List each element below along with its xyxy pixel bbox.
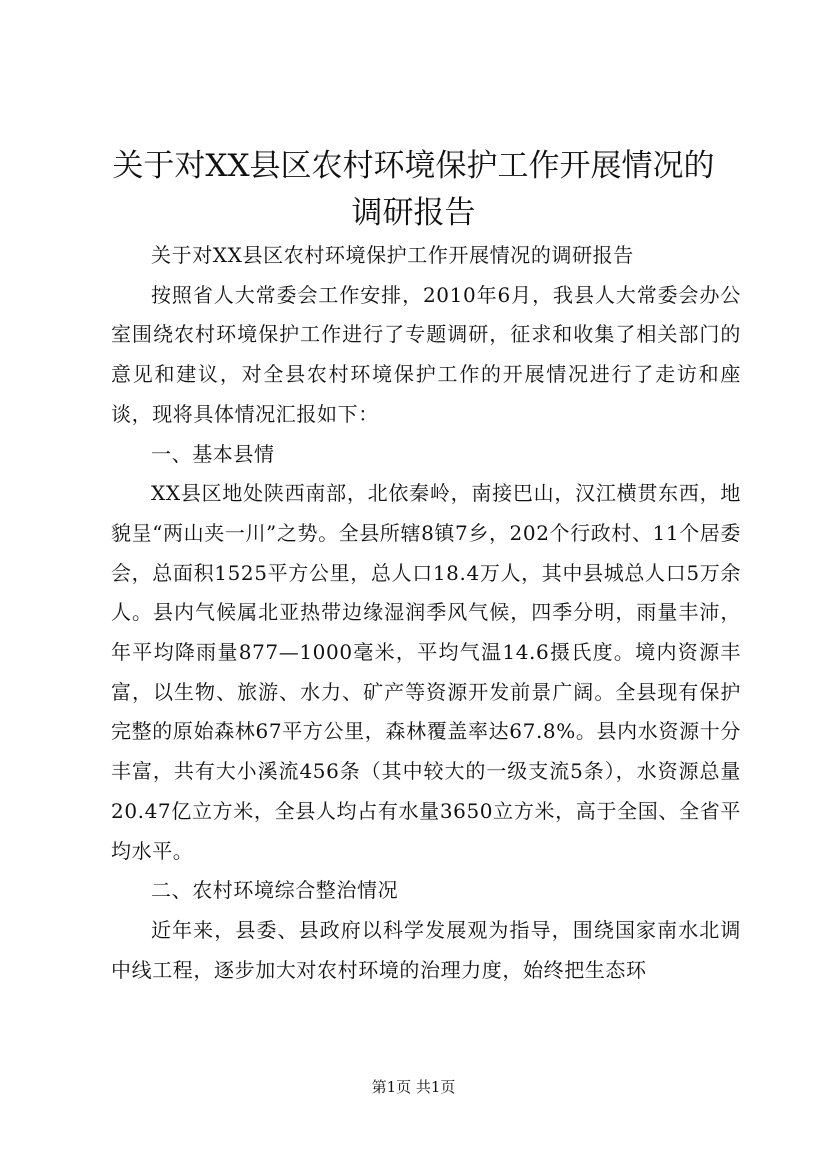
document-title-line-2: 调研报告 <box>351 195 476 231</box>
subtitle-paragraph: 关于对XX县区农村环境保护工作开展情况的调研报告 <box>151 243 634 267</box>
section-heading-rural: 二、农村环境综合整治情况 <box>151 878 399 903</box>
intro-paragraph: 按照省人大常委会工作安排，2010年6月，我县人大常委会办公室围绕农村环境保护工作进行了专题调研，征求和收集了相关部门的意见和建议，对全县农村环境保护工作的开展情况进行了走访和座谈，现将具体情况汇报如下： <box>111 282 741 426</box>
page-footer: 第1页 共1页 <box>371 1078 456 1096</box>
rural-paragraph: 近年来，县委、县政府以科学发展观为指导，围绕国家南水北调中线工程，逐步加大对农村环境的治理力度，始终把生态环 <box>111 917 741 982</box>
basic-info-paragraph: XX县区地处陕西南部，北依秦岭，南接巴山，汉江横贯东西，地貌呈“两山夹一川”之势。全县所辖8镇7乡，202个行政村、11个居委会，总面积1525平方公里，总人口18.4万人，其中县城总人口5万余人。县内气候属北亚热带边缘湿润季风气候，四季分明，雨量丰沛，年平均降雨量877—1000毫米，平均气温14.6摄氏度。境内资源丰富，以生物、旅游、水力、矿产等资源开发前景广阔。全县现有保护完整的原始森林67平方公里，森林覆盖率达67.8%。县内水资源十分丰富，共有大小溪流456条（其中较大的一级支流5条），水资源总量20.47亿立方米，全县人均占有水量3650立方米，高于全国、全省平均水平。 <box>111 481 741 863</box>
section-heading-basic: 一、基本县情 <box>151 441 275 466</box>
document-body <box>111 236 741 990</box>
document-title-line-1: 关于对XX县区农村环境保护工作开展情况的 <box>112 148 715 184</box>
